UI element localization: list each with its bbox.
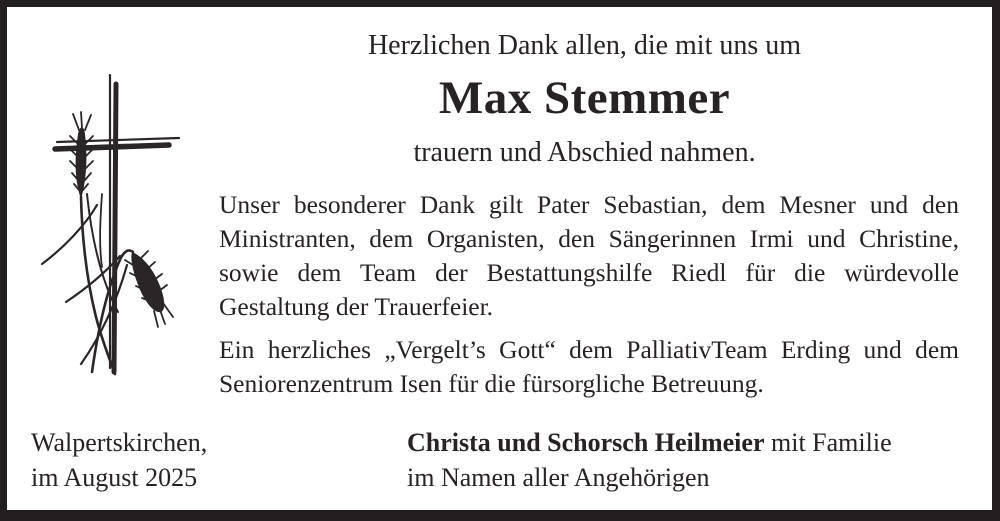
cross-icon xyxy=(55,75,179,372)
wheat-ear-upright-icon xyxy=(69,112,94,199)
cross-with-wheat-icon xyxy=(30,62,210,382)
thanks-line: Herzlichen Dank allen, die mit uns um xyxy=(367,30,802,61)
wheat-ear-bent-icon xyxy=(125,251,173,327)
signatories-block xyxy=(407,425,892,495)
signatories-suffix: mit Familie xyxy=(771,428,892,457)
thanks-paragraph-1: Unser besonderer Dank gilt Pater Sebastian, dem Mesner und den Ministranten, dem Organisten, den Sängerinnen Irmi und Christine, sowie dem Team der Bestattungshilfe Riedl für die würdevolle Gestaltung der Trauerfeier. xyxy=(219,190,959,321)
date-line: im August 2025 xyxy=(31,463,198,492)
place-date-block xyxy=(31,425,207,495)
thanks-body xyxy=(219,188,959,401)
notice-header xyxy=(212,29,957,170)
signatories-line-2: im Namen aller Angehörigen xyxy=(407,463,710,492)
thanks-paragraph-2: Ein herzliches „Vergelt’s Gott“ dem PalliativTeam Erding und dem Seniorenzentrum Isen für die fürsorgliche Betreuung. xyxy=(219,335,959,398)
signatories-line-1 xyxy=(407,425,892,460)
place-line: Walpertskirchen, xyxy=(31,428,208,457)
deceased-name: Max Stemmer xyxy=(438,72,731,124)
mourn-line: trauern und Abschied nahmen. xyxy=(413,137,756,168)
wheat-stems-icon xyxy=(42,194,133,374)
signatories-names: Christa und Schorsch Heilmeier xyxy=(407,428,765,457)
